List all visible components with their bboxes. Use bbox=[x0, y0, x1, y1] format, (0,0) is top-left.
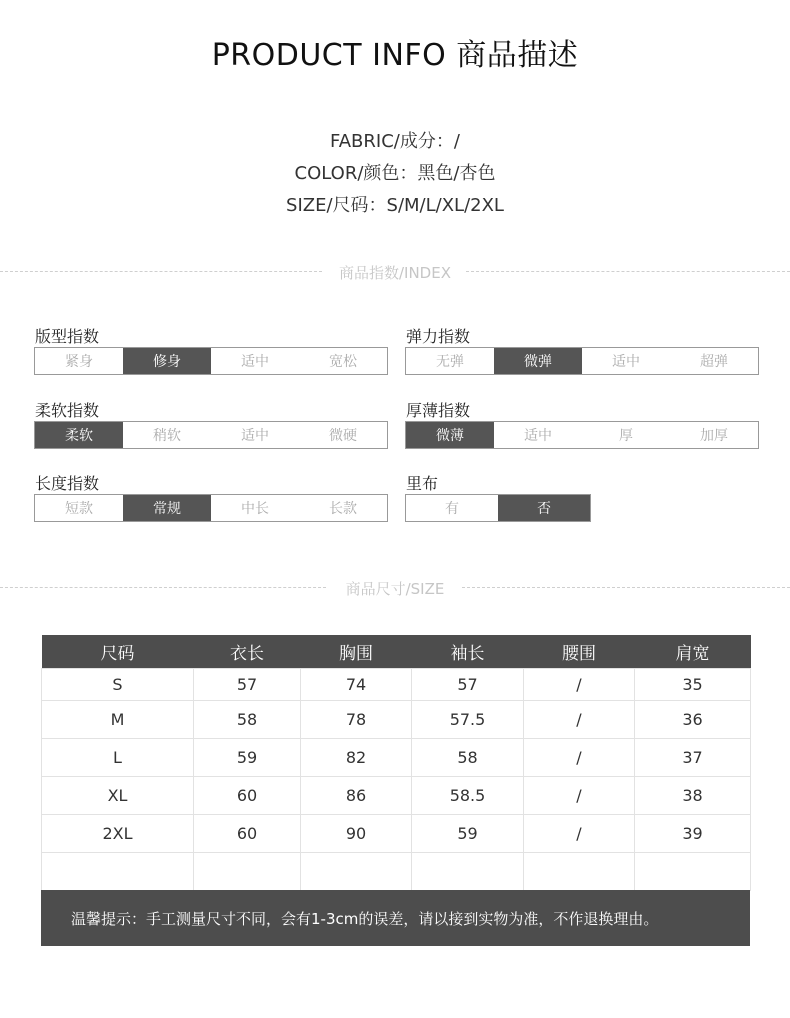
table-cell: 82 bbox=[301, 738, 412, 776]
soft-index-label: 柔软指数 bbox=[35, 401, 100, 420]
fabric-info: FABRIC/成分：/ bbox=[330, 131, 460, 152]
table-header: 胸围 bbox=[301, 635, 412, 668]
table-cell: 57 bbox=[412, 668, 524, 700]
table-cell: 74 bbox=[301, 668, 412, 700]
table-cell: S bbox=[42, 668, 194, 700]
index-option: 适中 bbox=[241, 354, 269, 370]
length-index-label: 长度指数 bbox=[35, 474, 100, 493]
table-cell: / bbox=[524, 738, 635, 776]
index-option-selected: 修身 bbox=[123, 348, 211, 374]
color-info: COLOR/颜色：黑色/杏色 bbox=[294, 163, 496, 184]
table-cell: 35 bbox=[635, 668, 751, 700]
index-divider bbox=[0, 262, 790, 282]
table-header: 尺码 bbox=[42, 635, 194, 668]
index-option: 稍软 bbox=[153, 428, 181, 444]
table-row bbox=[42, 668, 751, 700]
length-index-bar bbox=[34, 494, 388, 522]
thick-index-bar bbox=[405, 421, 759, 449]
index-option: 中长 bbox=[241, 501, 269, 517]
index-option: 超弹 bbox=[700, 354, 728, 370]
index-option: 适中 bbox=[612, 354, 640, 370]
warm-tip-note: 温馨提示：手工测量尺寸不同，会有1-3cm的误差，请以接到实物为准，不作退换理由。 bbox=[41, 890, 750, 946]
soft-index-bar bbox=[34, 421, 388, 449]
table-cell bbox=[412, 852, 524, 890]
index-option: 短款 bbox=[65, 501, 93, 517]
table-cell: 37 bbox=[635, 738, 751, 776]
index-option-selected: 微薄 bbox=[406, 422, 494, 448]
table-cell: 57.5 bbox=[412, 700, 524, 738]
size-section-title: 商品尺寸/SIZE bbox=[345, 580, 445, 598]
table-header: 腰围 bbox=[524, 635, 635, 668]
table-header-row bbox=[42, 635, 751, 668]
index-option-selected: 否 bbox=[498, 495, 590, 521]
page-title: PRODUCT INFO 商品描述 bbox=[211, 38, 579, 73]
table-cell: 90 bbox=[301, 814, 412, 852]
table-cell: 39 bbox=[635, 814, 751, 852]
table-cell: 60 bbox=[194, 814, 301, 852]
table-cell: XL bbox=[42, 776, 194, 814]
table-cell bbox=[635, 852, 751, 890]
index-option: 有 bbox=[445, 501, 459, 517]
index-option: 宽松 bbox=[329, 354, 357, 370]
elastic-index-bar bbox=[405, 347, 759, 375]
table-row bbox=[42, 776, 751, 814]
table-cell: / bbox=[524, 700, 635, 738]
index-option: 长款 bbox=[329, 501, 357, 517]
table-cell: 2XL bbox=[42, 814, 194, 852]
table-row bbox=[42, 852, 751, 890]
size-table bbox=[41, 635, 751, 891]
table-cell: 60 bbox=[194, 776, 301, 814]
index-option: 紧身 bbox=[65, 354, 93, 370]
table-cell: M bbox=[42, 700, 194, 738]
table-header: 衣长 bbox=[194, 635, 301, 668]
table-cell: 36 bbox=[635, 700, 751, 738]
lining-bar bbox=[405, 494, 591, 522]
index-option: 加厚 bbox=[700, 428, 728, 444]
lining-label: 里布 bbox=[406, 474, 439, 493]
index-option: 厚 bbox=[619, 428, 633, 444]
size-divider bbox=[0, 578, 790, 598]
table-cell: 58 bbox=[412, 738, 524, 776]
table-cell: 59 bbox=[194, 738, 301, 776]
elastic-index-label: 弹力指数 bbox=[406, 327, 471, 346]
fit-index-bar bbox=[34, 347, 388, 375]
table-cell: / bbox=[524, 814, 635, 852]
table-cell: / bbox=[524, 776, 635, 814]
index-option: 适中 bbox=[524, 428, 552, 444]
table-cell: 57 bbox=[194, 668, 301, 700]
table-cell: 58 bbox=[194, 700, 301, 738]
index-section-title: 商品指数/INDEX bbox=[338, 264, 451, 282]
index-option: 适中 bbox=[241, 428, 269, 444]
thick-index-label: 厚薄指数 bbox=[406, 401, 471, 420]
table-header: 袖长 bbox=[412, 635, 524, 668]
table-cell: L bbox=[42, 738, 194, 776]
table-cell: 59 bbox=[412, 814, 524, 852]
index-option-selected: 柔软 bbox=[35, 422, 123, 448]
table-row bbox=[42, 738, 751, 776]
index-option-selected: 常规 bbox=[123, 495, 211, 521]
table-cell bbox=[42, 852, 194, 890]
table-cell bbox=[524, 852, 635, 890]
index-option: 无弹 bbox=[436, 354, 464, 370]
index-option: 微硬 bbox=[329, 428, 357, 444]
table-cell: 38 bbox=[635, 776, 751, 814]
index-option-selected: 微弹 bbox=[494, 348, 582, 374]
table-cell bbox=[194, 852, 301, 890]
table-row bbox=[42, 700, 751, 738]
table-cell: / bbox=[524, 668, 635, 700]
table-cell: 58.5 bbox=[412, 776, 524, 814]
table-cell: 78 bbox=[301, 700, 412, 738]
table-cell: 86 bbox=[301, 776, 412, 814]
size-info: SIZE/尺码：S/M/L/XL/2XL bbox=[286, 195, 504, 216]
table-header: 肩宽 bbox=[635, 635, 751, 668]
table-cell bbox=[301, 852, 412, 890]
fit-index-label: 版型指数 bbox=[35, 327, 100, 346]
table-row bbox=[42, 814, 751, 852]
